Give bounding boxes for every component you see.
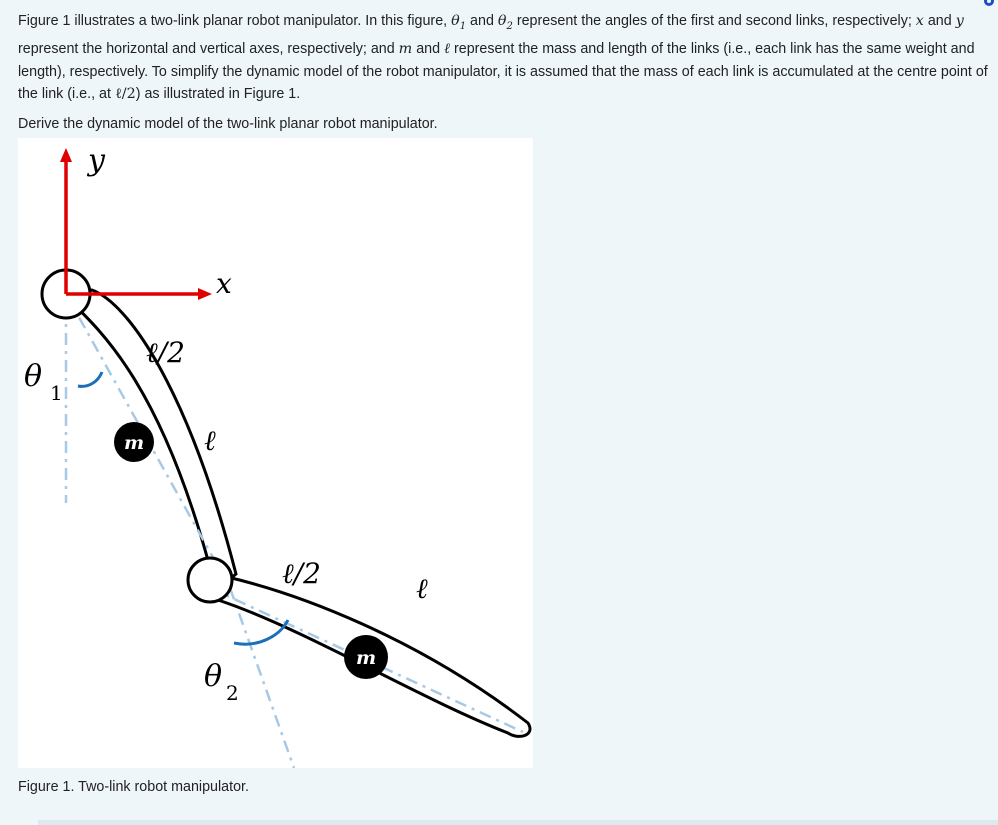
text-run: represent the mass and length of the links (i.e., each link has the same weight and length), respectively. To simplify the dynamic model of the robot manipulator, it is assumed that the mass of each link is accumulated at the centre point of the link (i.e., at [18,41,988,103]
bottom-divider [38,820,998,825]
theta2-subscript: 2 [226,681,239,705]
y-axis-label: y [88,143,105,178]
task-instruction: Derive the dynamic model of the two-link planar robot manipulator. [18,115,438,132]
theta2-symbol: $\theta_2$ [497,13,513,32]
question-paragraph [18,10,988,106]
y-axis-arrowhead [60,148,72,162]
text-run: represent the angles of the first and second links, respectively; [512,13,916,29]
half-length-symbol: ℓ/2 [114,86,136,103]
robot-manipulator-diagram [18,138,533,768]
figure-panel [18,138,533,768]
figure-caption: Figure 1. Two-link robot manipulator. [18,779,249,795]
theta1-arc [78,372,102,386]
elbow-joint [188,558,232,602]
link2-half-length-label: ℓ/2 [282,557,321,590]
text-run: ) as illustrated in Figure 1. [135,86,301,103]
theta1-label: θ [24,359,43,394]
y-symbol: y [955,13,964,29]
mass2-label: m [355,647,377,669]
settings-gear-icon[interactable] [982,0,996,13]
theta1-subscript: 1 [50,381,63,405]
gear-icon-shape [982,0,996,8]
link2-length-label: ℓ [416,572,428,605]
link1-extension-line [230,588,294,768]
mass-symbol: m [398,41,413,58]
theta1-symbol: $\theta_1$ [451,13,467,32]
text-run: and [412,41,445,58]
text-run: and [923,13,956,29]
length-symbol: ℓ [444,41,451,58]
link1-half-length-label: ℓ/2 [146,336,185,369]
x-axis-arrowhead [198,288,212,300]
x-symbol: x [915,13,924,29]
text-run: and [466,13,498,29]
x-axis-label: x [216,267,232,300]
question-text [18,10,988,135]
theta2-label: θ [204,659,223,694]
text-run: Figure 1 illustrates a two-link planar robot manipulator. In this figure, [18,13,452,29]
text-run: represent the horizontal and vertical axes, respectively; and [18,41,399,58]
mass1-label: m [123,432,145,454]
link1-length-label: ℓ [204,424,216,457]
